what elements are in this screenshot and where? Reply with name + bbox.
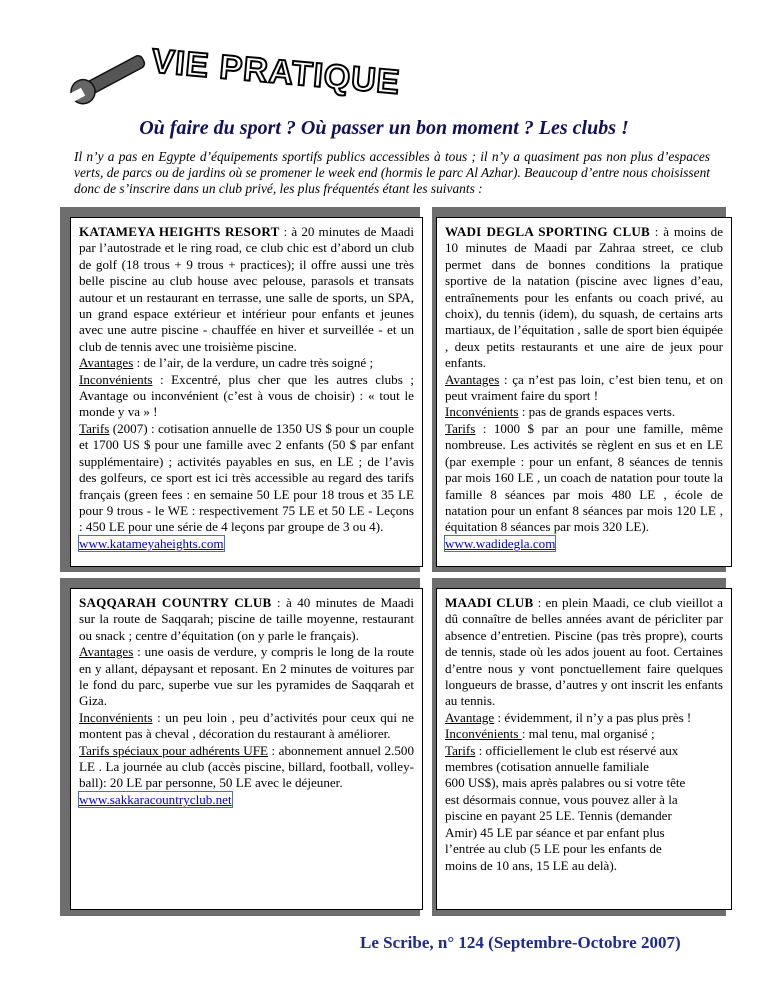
club-card-wadi-degla: [436, 217, 732, 567]
inconvenients-label: Inconvénients: [79, 371, 153, 387]
club-description: : en plein Maadi, ce club vieillot a dû connaître de belles années avant de péricliter par absence d’entretien. Piscine (pas très propre), courts de tennis, stade où les ados jouent au foot. Certaines d’entre nous y vont ponctuellement faire quelques longueurs de brasse, d’autres y ont inscrit les enfants au tennis.: [445, 595, 723, 709]
page-title: Où faire du sport ? Où passer un bon moment ? Les clubs !: [139, 117, 629, 139]
club-description: : à 20 minutes de Maadi par l’autostrade et le ring road, ce club chic est d’abord un club de golf (18 trous + 9 trous + practices); il offre aussi une très belle piscine au club house avec pelouse, parasols et transats autour et un restaurant en terrasse, une salle de sports, un SPA, un grand espace extérieur et intérieur pour enfants et jeunes avec une autre piscine - chauffée en hiver et surveillée - et un club de tennis avec une troisième piscine.: [79, 224, 414, 354]
tarifs-label: Tarifs: [445, 420, 476, 436]
tarifs-line: moins de 10 ans, 15 LE au delà).: [445, 857, 617, 873]
club-card-maadi: [436, 588, 732, 910]
website-link[interactable]: www.wadidegla.com: [445, 535, 556, 551]
inconvenients-text: : Excentré, plus cher que les autres clubs ; Avantage ou inconvénient (c’est à vous de choisir) : « tout le monde y va » !: [79, 371, 414, 420]
club-name: MAADI CLUB: [445, 595, 534, 610]
tarifs-line: Amir) 45 LE par séance et par enfant plus: [445, 824, 665, 840]
club-name: WADI DEGLA SPORTING CLUB: [445, 224, 650, 239]
vie-pratique-logo: VIE PRATIQUE: [150, 42, 402, 102]
avantages-text: : évidemment, il n’y a pas plus près !: [494, 709, 692, 725]
avantages-label: Avantages: [445, 371, 500, 387]
avantages-label: Avantage: [445, 709, 495, 725]
tarifs-line: l’entrée au club (5 LE pour les enfants de: [445, 841, 662, 857]
inconvenients-label: Inconvénients: [79, 709, 153, 725]
inconvenients-text: : un peu loin , peu d’activités pour ceux qui ne montent pas à cheval , décoration du restaurant à améliorer.: [79, 709, 414, 742]
website-link[interactable]: www.katameyaheights.com: [79, 535, 224, 551]
intro-paragraph: Il n’y a pas en Egypte d’équipements sportifs publics accessibles à tous ; il n’y a quasiment pas non plus d’espaces verts, de parcs ou de jardins où se promener le week end (hormis le parc Al Azhar). Beaucoup d’entre nous choisissent donc de s’inscrire dans un club privé, les plus fréquentés étant les suivants :: [74, 149, 710, 196]
footer-citation: Le Scribe, n° 124 (Septembre-Octobre 2007): [360, 933, 681, 952]
tarifs-text: : abonnement annuel 2.500 LE . La journée au club (accès piscine, billard, football, volley-ball): 20 LE par personne, 50 LE avec le déjeuner.: [79, 742, 414, 791]
avantages-text: : ça n’est pas loin, c’est bien tenu, et on peut vraiment faire du sport !: [445, 371, 723, 404]
inconvenients-text: : mal tenu, mal organisé ;: [521, 726, 655, 742]
inconvenients-text: : pas de grands espaces verts.: [518, 404, 676, 420]
club-name: KATAMEYA HEIGHTS RESORT: [79, 224, 280, 239]
inconvenients-label: Inconvénients: [445, 726, 522, 742]
tarifs-line: 600 US$), mais après palabres ou si votre tête: [445, 775, 686, 791]
tarifs-line: membres (cotisation annuelle familiale: [445, 759, 649, 775]
tarifs-label: Tarifs: [79, 420, 110, 436]
inconvenients-label: Inconvénients: [445, 404, 519, 420]
avantages-text: : une oasis de verdure, y compris le long de la route en y allant, dépaysant et reposant. En 2 minutes de voitures par le fond du parc, superbe vue sur les pyramides de Saqqarah et Giza.: [79, 644, 414, 709]
tarifs-line: : officiellement le club est réservé aux: [475, 742, 679, 758]
tarifs-text: : 1000 $ par an pour une famille, même nombreuse. Les activités se règlent en sus et en LE (par exemple : pour un enfant, 8 séances de tennis par mois 160 LE , un coach de natation pour toute la famille 8 séances par mois 480 LE , école de natation pour un enfant 8 séances par mois 120 LE , équitation 8 séances par mois 320 LE).: [445, 420, 723, 535]
tarifs-label: Tarifs spéciaux pour adhérents UFE: [79, 742, 269, 758]
tarifs-label: Tarifs: [445, 742, 476, 758]
club-description: : à 40 minutes de Maadi sur la route de Saqqarah; piscine de taille moyenne, restaurant ou snack ; centre d’équitation (on y parle le français).: [79, 595, 414, 643]
tarifs-text: (2007) : cotisation annuelle de 1350 US $ pour un couple et 1700 US $ pour une famille avec 2 enfants (50 $ par enfant supplémentaire) ; activités payables en sus, en LE ; de l’avis des golfeurs, ce sport est ici très accessible au regard des tarifs français (green fees : en semaine 50 LE pour 18 trous et 35 LE pour 9 trous - le WE : respectivement 75 LE et 50 LE - Leçons : 450 LE pour une série de 4 leçons par groupe de 3 ou 4).: [79, 420, 414, 535]
club-card-katameya: [70, 217, 423, 567]
avantages-text: : de l’air, de la verdure, un cadre très soigné ;: [133, 355, 374, 371]
tarifs-line: est désormais connue, vous pouvez aller à la: [445, 791, 678, 807]
avantages-label: Avantages: [79, 644, 134, 660]
tarifs-line: piscine en payant 25 LE. Tennis (demander: [445, 808, 672, 824]
club-card-saqqarah: [70, 588, 423, 910]
club-description: : à moins de 10 minutes de Maadi par Zahraa street, ce club permet dans de bonnes conditions la pratique sportive de la natation (piscine avec lignes d’eau, entraînements pour les enfants ou coach privé, au choix), du tennis (idem), du squash, de certains arts martiaux, de l’équitation , salle de sport bien équipée , deux petits restaurants et une aire de jeux pour enfants.: [445, 224, 724, 371]
club-name: SAQQARAH COUNTRY CLUB: [79, 595, 272, 610]
website-link[interactable]: www.sakkaracountryclub.net: [79, 791, 232, 807]
avantages-label: Avantages: [79, 355, 134, 371]
